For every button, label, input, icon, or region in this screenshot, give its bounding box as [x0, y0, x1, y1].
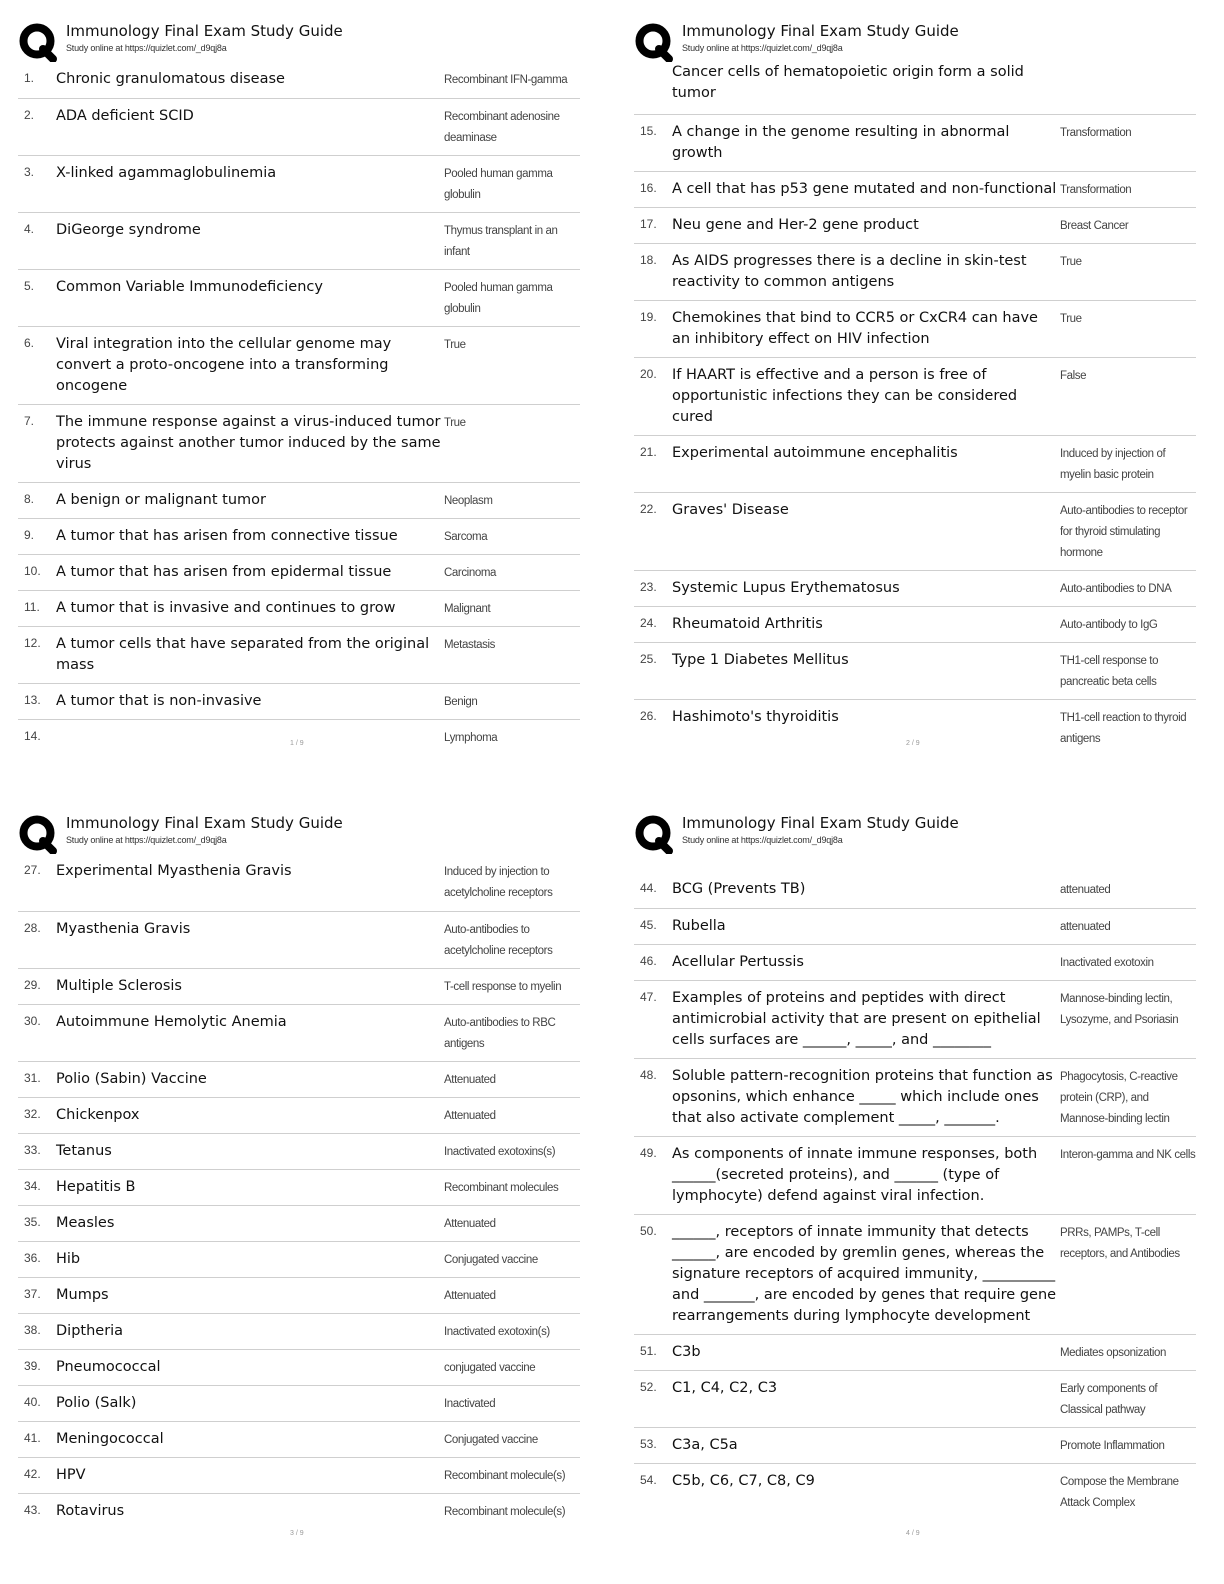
term-number: 51.	[640, 1344, 657, 1358]
term-text: Pneumococcal	[56, 1359, 161, 1375]
term-row	[18, 98, 580, 155]
term-row	[18, 269, 580, 326]
term-text: The immune response against a virus-induced tumor protects against another tumor induced by the same virus	[56, 414, 441, 472]
term-row	[634, 243, 1196, 300]
term-list	[18, 854, 580, 1529]
study-guide-page-4	[634, 810, 1196, 1550]
definition-text: Induced by injection to acetylcholine receptors	[444, 866, 553, 899]
term-list	[18, 62, 580, 755]
term-number: 49.	[640, 1146, 657, 1160]
term-number: 21.	[640, 445, 657, 459]
term-text: Tetanus	[56, 1143, 112, 1159]
term-text: Rubella	[672, 918, 726, 934]
definition-text: Metastasis	[444, 639, 495, 651]
term-row	[18, 719, 580, 755]
term-row	[634, 1058, 1196, 1136]
page-header	[18, 810, 580, 854]
term-row	[18, 212, 580, 269]
definition-text: Recombinant adenosine deaminase	[444, 111, 560, 144]
definition-text: Auto-antibodies to DNA	[1060, 583, 1172, 595]
term-number: 1.	[24, 71, 35, 85]
definition-text: Inactivated exotoxin	[1060, 957, 1154, 969]
term-text: A tumor that is non-invasive	[56, 693, 262, 709]
term-number: 36.	[24, 1251, 41, 1265]
definition-text: Lymphoma	[444, 732, 498, 744]
term-text: Soluble pattern-recognition proteins that function as opsonins, which enhance _____ which include ones that also activate complement _____, _______.	[672, 1068, 1053, 1126]
term-row	[18, 62, 580, 98]
definition-text: Inactivated exotoxin(s)	[444, 1326, 550, 1338]
term-number: 34.	[24, 1179, 41, 1193]
page-header	[634, 18, 1196, 62]
term-row	[18, 590, 580, 626]
term-text: Neu gene and Her-2 gene product	[672, 217, 919, 233]
term-number: 12.	[24, 636, 41, 650]
term-row	[634, 1136, 1196, 1214]
term-row	[634, 872, 1196, 908]
term-row	[18, 1097, 580, 1133]
term-row	[634, 699, 1196, 756]
term-row	[634, 300, 1196, 357]
term-text: Mumps	[56, 1287, 109, 1303]
definition-text: Auto-antibodies to acetylcholine receptors	[444, 924, 553, 957]
term-text: Experimental Myasthenia Gravis	[56, 863, 292, 879]
term-number: 52.	[640, 1380, 657, 1394]
term-text: Acellular Pertussis	[672, 954, 804, 970]
term-text: Graves' Disease	[672, 502, 789, 518]
term-number: 39.	[24, 1359, 41, 1373]
definition-text: Auto-antibodies to RBC antigens	[444, 1017, 556, 1050]
term-row	[18, 518, 580, 554]
term-number: 26.	[640, 709, 657, 723]
term-row	[18, 854, 580, 911]
term-row	[634, 908, 1196, 944]
definition-text: attenuated	[1060, 921, 1111, 933]
term-row	[634, 570, 1196, 606]
term-text: ADA deficient SCID	[56, 108, 194, 124]
definition-text: Benign	[444, 696, 478, 708]
definition-text: PRRs, PAMPs, T-cell receptors, and Antibodies	[1060, 1227, 1180, 1260]
definition-text: Auto-antibodies to receptor for thyroid stimulating hormone	[1060, 505, 1188, 559]
definition-text: Attenuated	[444, 1290, 496, 1302]
study-online-link[interactable]: Study online at https://quizlet.com/_d9qj8a	[66, 43, 227, 53]
term-number: 35.	[24, 1215, 41, 1229]
page-number: 2 / 9	[906, 740, 920, 747]
term-text: BCG (Prevents TB)	[672, 881, 806, 897]
term-text: Meningococcal	[56, 1431, 164, 1447]
term-number: 43.	[24, 1503, 41, 1517]
term-text: Chronic granulomatous disease	[56, 71, 285, 87]
term-row	[634, 606, 1196, 642]
term-number: 2.	[24, 108, 35, 122]
definition-text: False	[1060, 370, 1087, 382]
definition-text: Pooled human gamma globulin	[444, 282, 553, 315]
definition-text: T-cell response to myelin	[444, 981, 562, 993]
term-row	[18, 968, 580, 1004]
term-number: 40.	[24, 1395, 41, 1409]
page-number: 1 / 9	[290, 740, 304, 747]
term-number: 13.	[24, 693, 41, 707]
term-number: 23.	[640, 580, 657, 594]
definition-text: Attenuated	[444, 1074, 496, 1086]
term-row	[634, 1214, 1196, 1334]
term-number: 9.	[24, 528, 35, 542]
term-text: Chemokines that bind to CCR5 or CxCR4 can have an inhibitory effect on HIV infection	[672, 310, 1038, 347]
term-row	[18, 155, 580, 212]
term-text: As components of innate immune responses, both ______(secreted proteins), and ______ (type of lymphocyte) defend against viral infection.	[672, 1146, 1038, 1204]
term-text: Viral integration into the cellular genome may convert a proto-oncogene into a transforming oncogene	[56, 336, 392, 394]
page-title: Immunology Final Exam Study Guide	[66, 22, 343, 40]
term-text: A tumor that has arisen from connective tissue	[56, 528, 398, 544]
term-row	[18, 1457, 580, 1493]
term-text: A benign or malignant tumor	[56, 492, 266, 508]
page-number: 4 / 9	[906, 1530, 920, 1537]
definition-text: Auto-antibody to IgG	[1060, 619, 1158, 631]
term-row	[18, 1349, 580, 1385]
term-number: 47.	[640, 990, 657, 1004]
term-text: Chickenpox	[56, 1107, 140, 1123]
term-number: 17.	[640, 217, 657, 231]
term-number: 32.	[24, 1107, 41, 1121]
term-number: 19.	[640, 310, 657, 324]
page-number: 3 / 9	[290, 1530, 304, 1537]
term-row	[634, 171, 1196, 207]
definition-text: True	[1060, 256, 1082, 268]
term-row	[634, 642, 1196, 699]
term-number: 27.	[24, 863, 41, 877]
term-number: 42.	[24, 1467, 41, 1481]
term-row	[18, 1133, 580, 1169]
term-text: ______, receptors of innate immunity that detects ______, are encoded by gremlin genes, whereas the signature receptors of acquired immunity, __________ and _______, are encoded by genes that require gene rearrangements during lymphocyte development	[672, 1224, 1057, 1324]
definition-text: Neoplasm	[444, 495, 493, 507]
term-row	[634, 944, 1196, 980]
term-text: If HAART is effective and a person is free of opportunistic infections they can be considered cured	[672, 367, 1018, 425]
definition-text: Breast Cancer	[1060, 220, 1129, 232]
term-row	[18, 1061, 580, 1097]
definition-text: Inactivated	[444, 1398, 496, 1410]
definition-text: Recombinant molecule(s)	[444, 1470, 566, 1482]
term-number: 45.	[640, 918, 657, 932]
definition-text: Attenuated	[444, 1110, 496, 1122]
quizlet-logo-icon	[634, 22, 674, 62]
page-header	[634, 810, 1196, 854]
term-text: Diptheria	[56, 1323, 124, 1339]
definition-text: attenuated	[1060, 884, 1111, 896]
term-text: Autoimmune Hemolytic Anemia	[56, 1014, 287, 1030]
term-text: Hib	[56, 1251, 81, 1267]
term-text: Experimental autoimmune encephalitis	[672, 445, 958, 461]
definition-text: Attenuated	[444, 1218, 496, 1230]
definition-text: Phagocytosis, C-reactive protein (CRP), and Mannose-binding lectin	[1060, 1071, 1178, 1125]
definition-text: Thymus transplant in an infant	[444, 225, 558, 258]
term-row	[18, 1493, 580, 1529]
term-row	[18, 326, 580, 404]
definition-text: Mannose-binding lectin, Lysozyme, and Psoriasin	[1060, 993, 1179, 1026]
study-guide-page-3	[18, 810, 580, 1550]
term-text: X-linked agammaglobulinemia	[56, 165, 277, 181]
term-number: 3.	[24, 165, 35, 179]
term-number: 4.	[24, 222, 35, 236]
term-text: Polio (Salk)	[56, 1395, 137, 1411]
study-online-link[interactable]: Study online at https://quizlet.com/_d9qj8a	[682, 835, 843, 845]
term-number: 14.	[24, 729, 41, 743]
term-text: Myasthenia Gravis	[56, 921, 191, 937]
term-row	[634, 980, 1196, 1058]
quizlet-logo-icon	[634, 814, 674, 854]
study-guide-page-1	[18, 18, 580, 747]
definition-text: Malignant	[444, 603, 491, 615]
term-row	[18, 626, 580, 683]
definition-text: Compose the Membrane Attack Complex	[1060, 1476, 1179, 1509]
term-number: 24.	[640, 616, 657, 630]
term-text: Measles	[56, 1215, 115, 1231]
term-text: Systemic Lupus Erythematosus	[672, 580, 900, 596]
term-number: 30.	[24, 1014, 41, 1028]
definition-text: Transformation	[1060, 127, 1132, 139]
definition-text: Early components of Classical pathway	[1060, 1383, 1158, 1416]
term-number: 22.	[640, 502, 657, 516]
term-text: A change in the genome resulting in abnormal growth	[672, 124, 1010, 161]
definition-text: True	[444, 339, 466, 351]
term-text: C3b	[672, 1344, 701, 1360]
term-number: 10.	[24, 564, 41, 578]
term-row	[18, 1205, 580, 1241]
definition-text: Carcinoma	[444, 567, 497, 579]
term-number: 18.	[640, 253, 657, 267]
term-list	[634, 872, 1196, 1520]
term-row	[634, 435, 1196, 492]
term-text: Hashimoto's thyroiditis	[672, 709, 839, 725]
study-guide-page-2	[634, 18, 1196, 747]
term-row	[634, 492, 1196, 570]
term-number: 16.	[640, 181, 657, 195]
term-text: Common Variable Immunodeficiency	[56, 279, 323, 295]
term-text: Examples of proteins and peptides with direct antimicrobial activity that are present on epithelial cells surfaces are ______, _____, and ________	[672, 990, 1041, 1048]
term-text: A tumor that has arisen from epidermal tissue	[56, 564, 392, 580]
term-row	[18, 1241, 580, 1277]
definition-text: TH1-cell response to pancreatic beta cells	[1060, 655, 1159, 688]
term-row	[18, 1169, 580, 1205]
definition-text: Mediates opsonization	[1060, 1347, 1167, 1359]
term-number: 41.	[24, 1431, 41, 1445]
term-number: 5.	[24, 279, 35, 293]
term-row	[634, 114, 1196, 171]
continued-term-row	[634, 62, 1196, 114]
term-number: 29.	[24, 978, 41, 992]
term-number: 6.	[24, 336, 35, 350]
term-row	[18, 482, 580, 518]
definition-text: Inactivated exotoxins(s)	[444, 1146, 556, 1158]
term-row	[18, 1004, 580, 1061]
term-text: Type 1 Diabetes Mellitus	[672, 652, 849, 668]
definition-text: Sarcoma	[444, 531, 488, 543]
term-row	[634, 357, 1196, 435]
term-text: Rheumatoid Arthritis	[672, 616, 823, 632]
term-text: C1, C4, C2, C3	[672, 1380, 778, 1396]
definition-text: Recombinant molecules	[444, 1182, 559, 1194]
page-header	[18, 18, 580, 62]
definition-text: Recombinant IFN-gamma	[444, 74, 568, 86]
term-row	[18, 1385, 580, 1421]
definition-text: Conjugated vaccine	[444, 1434, 538, 1446]
term-text: Multiple Sclerosis	[56, 978, 182, 994]
term-number: 11.	[24, 600, 40, 614]
term-number: 7.	[24, 414, 35, 428]
definition-text: True	[444, 417, 466, 429]
term-row	[18, 683, 580, 719]
term-number: 28.	[24, 921, 41, 935]
study-online-link[interactable]: Study online at https://quizlet.com/_d9qj8a	[66, 835, 227, 845]
quizlet-logo-icon	[18, 22, 58, 62]
page-title: Immunology Final Exam Study Guide	[682, 22, 959, 40]
term-text: HPV	[56, 1467, 86, 1483]
term-text: Rotavirus	[56, 1503, 125, 1519]
term-row	[634, 1427, 1196, 1463]
term-row	[18, 1421, 580, 1457]
term-number: 8.	[24, 492, 35, 506]
term-row	[18, 911, 580, 968]
term-text: Polio (Sabin) Vaccine	[56, 1071, 207, 1087]
study-online-link[interactable]: Study online at https://quizlet.com/_d9qj8a	[682, 43, 843, 53]
definition-text: TH1-cell reaction to thyroid antigens	[1060, 712, 1187, 745]
term-number: 53.	[640, 1437, 657, 1451]
page-title: Immunology Final Exam Study Guide	[682, 814, 959, 832]
definition-text: Promote Inflammation	[1060, 1440, 1165, 1452]
page-title: Immunology Final Exam Study Guide	[66, 814, 343, 832]
definition-text: True	[1060, 313, 1082, 325]
quizlet-logo-icon	[18, 814, 58, 854]
term-text: C5b, C6, C7, C8, C9	[672, 1473, 815, 1489]
term-row	[18, 404, 580, 482]
definition-text: Induced by injection of myelin basic protein	[1060, 448, 1166, 481]
term-text: A tumor cells that have separated from the original mass	[56, 636, 430, 673]
term-row	[18, 1277, 580, 1313]
term-row	[634, 1370, 1196, 1427]
definition-text: Interon-gamma and NK cells	[1060, 1149, 1196, 1161]
definition-text: Transformation	[1060, 184, 1132, 196]
definition-text: Conjugated vaccine	[444, 1254, 538, 1266]
term-text: A cell that has p53 gene mutated and non-functional	[672, 181, 1057, 197]
term-row	[634, 1463, 1196, 1520]
term-row	[634, 207, 1196, 243]
term-text: Cancer cells of hematopoietic origin form a solid tumor	[672, 64, 1024, 101]
term-text: C3a, C5a	[672, 1437, 738, 1453]
term-number: 20.	[640, 367, 657, 381]
term-number: 25.	[640, 652, 657, 666]
term-row	[634, 1334, 1196, 1370]
term-number: 15.	[640, 124, 657, 138]
term-text: Hepatitis B	[56, 1179, 136, 1195]
term-number: 50.	[640, 1224, 657, 1238]
term-number: 44.	[640, 881, 657, 895]
term-number: 54.	[640, 1473, 657, 1487]
term-number: 38.	[24, 1323, 41, 1337]
definition-text: Recombinant molecule(s)	[444, 1506, 566, 1518]
term-list	[634, 62, 1196, 756]
term-number: 37.	[24, 1287, 41, 1301]
term-text: A tumor that is invasive and continues to grow	[56, 600, 396, 616]
term-number: 48.	[640, 1068, 657, 1082]
definition-text: conjugated vaccine	[444, 1362, 536, 1374]
term-row	[18, 554, 580, 590]
term-number: 46.	[640, 954, 657, 968]
term-text: As AIDS progresses there is a decline in skin-test reactivity to common antigens	[672, 253, 1027, 290]
term-row	[18, 1313, 580, 1349]
term-number: 33.	[24, 1143, 41, 1157]
definition-text: Pooled human gamma globulin	[444, 168, 553, 201]
term-text: DiGeorge syndrome	[56, 222, 201, 238]
term-number: 31.	[24, 1071, 41, 1085]
